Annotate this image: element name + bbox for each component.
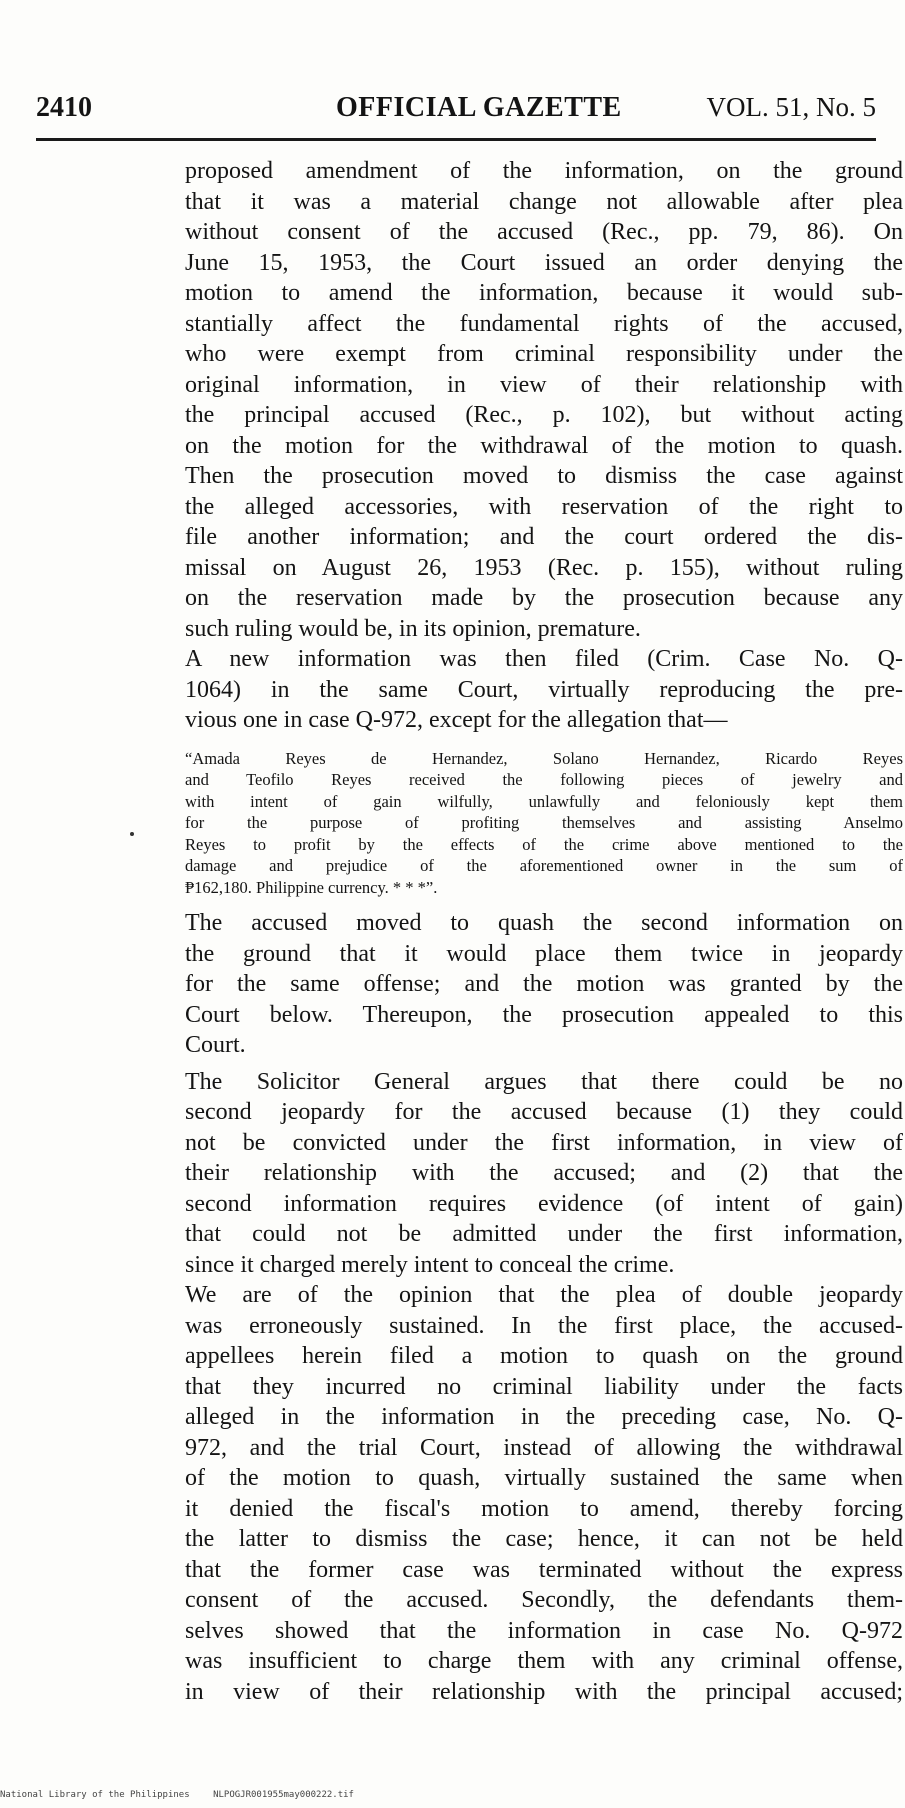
paragraph (185, 156, 903, 644)
text-line: that could not be admitted under the first information, (185, 1221, 903, 1247)
scan-filename: NLPOGJR001955may000222.tif (213, 1790, 354, 1800)
paragraph (185, 1067, 903, 1281)
text-line: June 15, 1953, the Court issued an order denying the (185, 249, 903, 276)
quote-line: damage and prejudice of the aforementioned owner in the sum of (185, 856, 903, 875)
text-line: on the reservation made by the prosecution because any (185, 585, 903, 611)
text-line: motion to amend the information, because it would sub- (185, 280, 903, 306)
text-line: 1064) in the same Court, virtually reproducing the pre- (185, 676, 903, 703)
text-line: the ground that it would place them twice in jeopardy (185, 940, 903, 967)
text-line: in view of their relationship with the principal accused; (185, 1678, 903, 1705)
text-line: their relationship with the accused; and (2) that the (185, 1160, 903, 1186)
text-line: 972, and the trial Court, instead of allowing the withdrawal (185, 1434, 903, 1461)
text-line: for the same offense; and the motion was granted by the (185, 971, 903, 997)
text-line: selves showed that the information in case No. Q-972 (185, 1617, 903, 1644)
text-line: second jeopardy for the accused because (1) they could (185, 1099, 903, 1125)
quote-line: and Teofilo Reyes received the following pieces of jewelry and (185, 770, 903, 789)
text-line: the alleged accessories, with reservation of the right to (185, 493, 903, 520)
text-line: the principal accused (Rec., p. 102), but without acting (185, 402, 903, 428)
text-line: We are of the opinion that the plea of double jeopardy (185, 1282, 903, 1308)
text-line: Court. (185, 1032, 246, 1058)
text-line: was erroneously sustained. In the first place, the accused- (185, 1312, 903, 1339)
text-line: since it charged merely intent to conceal the crime. (185, 1251, 675, 1278)
publication-title: OFFICIAL GAZETTE (336, 92, 622, 123)
document-body (185, 156, 903, 1707)
text-line: proposed amendment of the information, on the ground (185, 158, 903, 184)
text-line: was insufficient to charge them with any criminal offense, (185, 1648, 903, 1674)
text-line: who were exempt from criminal responsibility under the (185, 341, 903, 367)
text-line: that they incurred no criminal liability under the facts (185, 1373, 903, 1400)
text-line: alleged in the information in the preceding case, No. Q- (185, 1404, 903, 1430)
text-line: of the motion to quash, virtually sustained the same when (185, 1465, 903, 1491)
text-line: such ruling would be, in its opinion, premature. (185, 615, 641, 642)
quote-line: “Amada Reyes de Hernandez, Solano Hernandez, Ricardo Reyes (185, 748, 903, 768)
text-line: second information requires evidence (of intent of gain) (185, 1190, 903, 1217)
text-line: appellees herein filed a motion to quash on the ground (185, 1343, 903, 1369)
paragraph (185, 1280, 903, 1707)
text-line: that the former case was terminated without the express (185, 1556, 903, 1583)
page-header (36, 92, 876, 126)
text-line: without consent of the accused (Rec., pp. 79, 86). On (185, 219, 903, 245)
quote-line: with intent of gain wilfully, unlawfully and feloniously kept them (185, 791, 903, 811)
text-line: stantially affect the fundamental rights of the accused, (185, 310, 903, 337)
text-line: Court below. Thereupon, the prosecution appealed to this (185, 1001, 903, 1028)
text-line: original information, in view of their relationship with (185, 371, 903, 398)
text-line: A new information was then filed (Crim. Case No. Q- (185, 646, 903, 672)
text-line: vious one in case Q-972, except for the allegation that— (185, 707, 728, 733)
page-number: 2410 (36, 92, 92, 123)
text-line: The accused moved to quash the second information on (185, 910, 903, 936)
paragraph (185, 644, 903, 736)
block-quote (185, 748, 903, 899)
quote-line: ₱162,180. Philippine currency. * * *”. (185, 877, 438, 897)
volume-number: VOL. 51, No. 5 (706, 92, 876, 122)
text-line: file another information; and the court ordered the dis- (185, 524, 903, 550)
header-rule (36, 138, 876, 141)
scan-footer (0, 1790, 372, 1800)
text-line: consent of the accused. Secondly, the defendants them- (185, 1587, 903, 1613)
text-line: that it was a material change not allowable after plea (185, 188, 903, 215)
margin-mark (130, 832, 134, 836)
text-line: The Solicitor General argues that there could be no (185, 1068, 903, 1095)
paragraph (185, 908, 903, 1061)
text-line: missal on August 26, 1953 (Rec. p. 155), without ruling (185, 554, 903, 581)
text-line: the latter to dismiss the case; hence, it can not be held (185, 1526, 903, 1552)
text-line: on the motion for the withdrawal of the motion to quash. (185, 432, 903, 459)
text-line: it denied the fiscal's motion to amend, thereby forcing (185, 1495, 903, 1522)
library-credit: National Library of the Philippines (0, 1790, 190, 1800)
quote-line: Reyes to profit by the effects of the crime above mentioned to the (185, 834, 903, 854)
text-line: not be convicted under the first information, in view of (185, 1129, 903, 1156)
text-line: Then the prosecution moved to dismiss the case against (185, 463, 903, 489)
quote-line: for the purpose of profiting themselves and assisting Anselmo (185, 813, 903, 832)
